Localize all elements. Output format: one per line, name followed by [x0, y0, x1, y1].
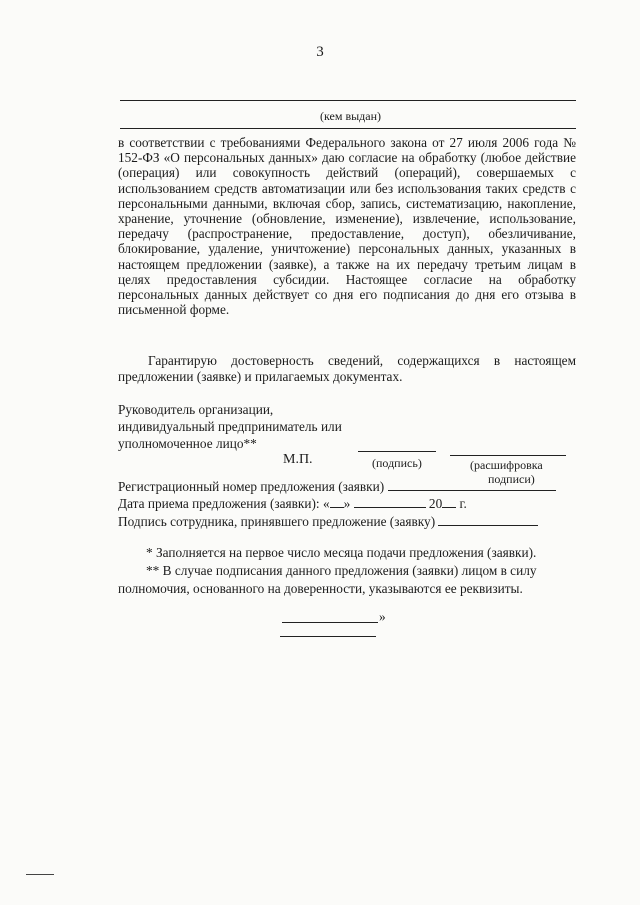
date-mid-quote: » — [343, 496, 351, 511]
registration-label: Регистрационный номер предложения (заявки) — [118, 479, 385, 494]
registration-number-row — [118, 478, 556, 495]
date-label: Дата приема предложения (заявки): « — [118, 496, 330, 511]
date-month-field[interactable] — [354, 495, 426, 508]
date-year-field[interactable] — [442, 495, 456, 508]
guarantee-paragraph: Гарантирую достоверность сведений, содержащихся в настоящем предложении (заявке) и прилагаемых документах. — [118, 353, 576, 384]
seal-label: М.П. — [283, 452, 313, 467]
employee-signature-row — [118, 513, 538, 530]
decoding-label-line2: подписи) — [488, 472, 535, 486]
closing-quote-mark: » — [379, 609, 386, 624]
employee-signature-label: Подпись сотрудника, принявшего предложение (заявку) — [118, 514, 436, 529]
issued-by-line — [120, 100, 576, 101]
employee-signature-field[interactable] — [438, 513, 538, 526]
registration-number-field[interactable] — [388, 478, 556, 491]
signer-title-line1: Руководитель организации, — [118, 402, 274, 417]
signature-label: (подпись) — [372, 456, 422, 470]
consent-top-line — [120, 128, 576, 129]
footnote-1: * Заполняется на первое число месяца подачи предложения (заявки). — [146, 545, 537, 560]
footnote-2: ** В случае подписания данного предложения (заявки) лицом в силу полномочия, основанного на доверенности, указываются ее реквизиты. — [118, 563, 537, 596]
margin-mark — [26, 874, 54, 875]
decoding-line — [450, 455, 566, 456]
signature-line — [358, 451, 436, 452]
page-number: 3 — [316, 44, 324, 60]
date-year-prefix: 20 — [428, 496, 443, 511]
reception-date-row — [118, 495, 467, 512]
signer-title-line2: индивидуальный предприниматель или — [118, 419, 342, 434]
date-day-field[interactable] — [330, 495, 344, 508]
issued-by-label: (кем выдан) — [320, 109, 382, 123]
closing-line-1 — [282, 622, 378, 623]
signer-title-line3: уполномоченное лицо** — [118, 436, 257, 451]
closing-line-2 — [280, 636, 376, 637]
decoding-label-line1: (расшифровка — [470, 458, 543, 472]
consent-paragraph: в соответствии с требованиями Федерального закона от 27 июля 2006 года № 152-ФЗ «О персональных данных» даю согласие на обработку (любое действие (операция) или совокупность действий (операций), совершаемых с использованием средств автоматизации или без использования таких средств с персональными данными, включая сбор, запись, систематизацию, накопление, хранение, уточнение (обновление, изменение), извлечение, использование, передачу (распространение, предоставление, доступ), обезличивание, блокирование, удаление, уничтожение) персональных данных, указанных в настоящем предложении (заявке), а также на их передачу третьим лицам в целях предоставления субсидии. Настоящее согласие на обработку персональных данных действует со дня его подписания до дня его отзыва в письменной форме. — [118, 135, 576, 318]
date-year-suffix: г. — [459, 496, 467, 511]
